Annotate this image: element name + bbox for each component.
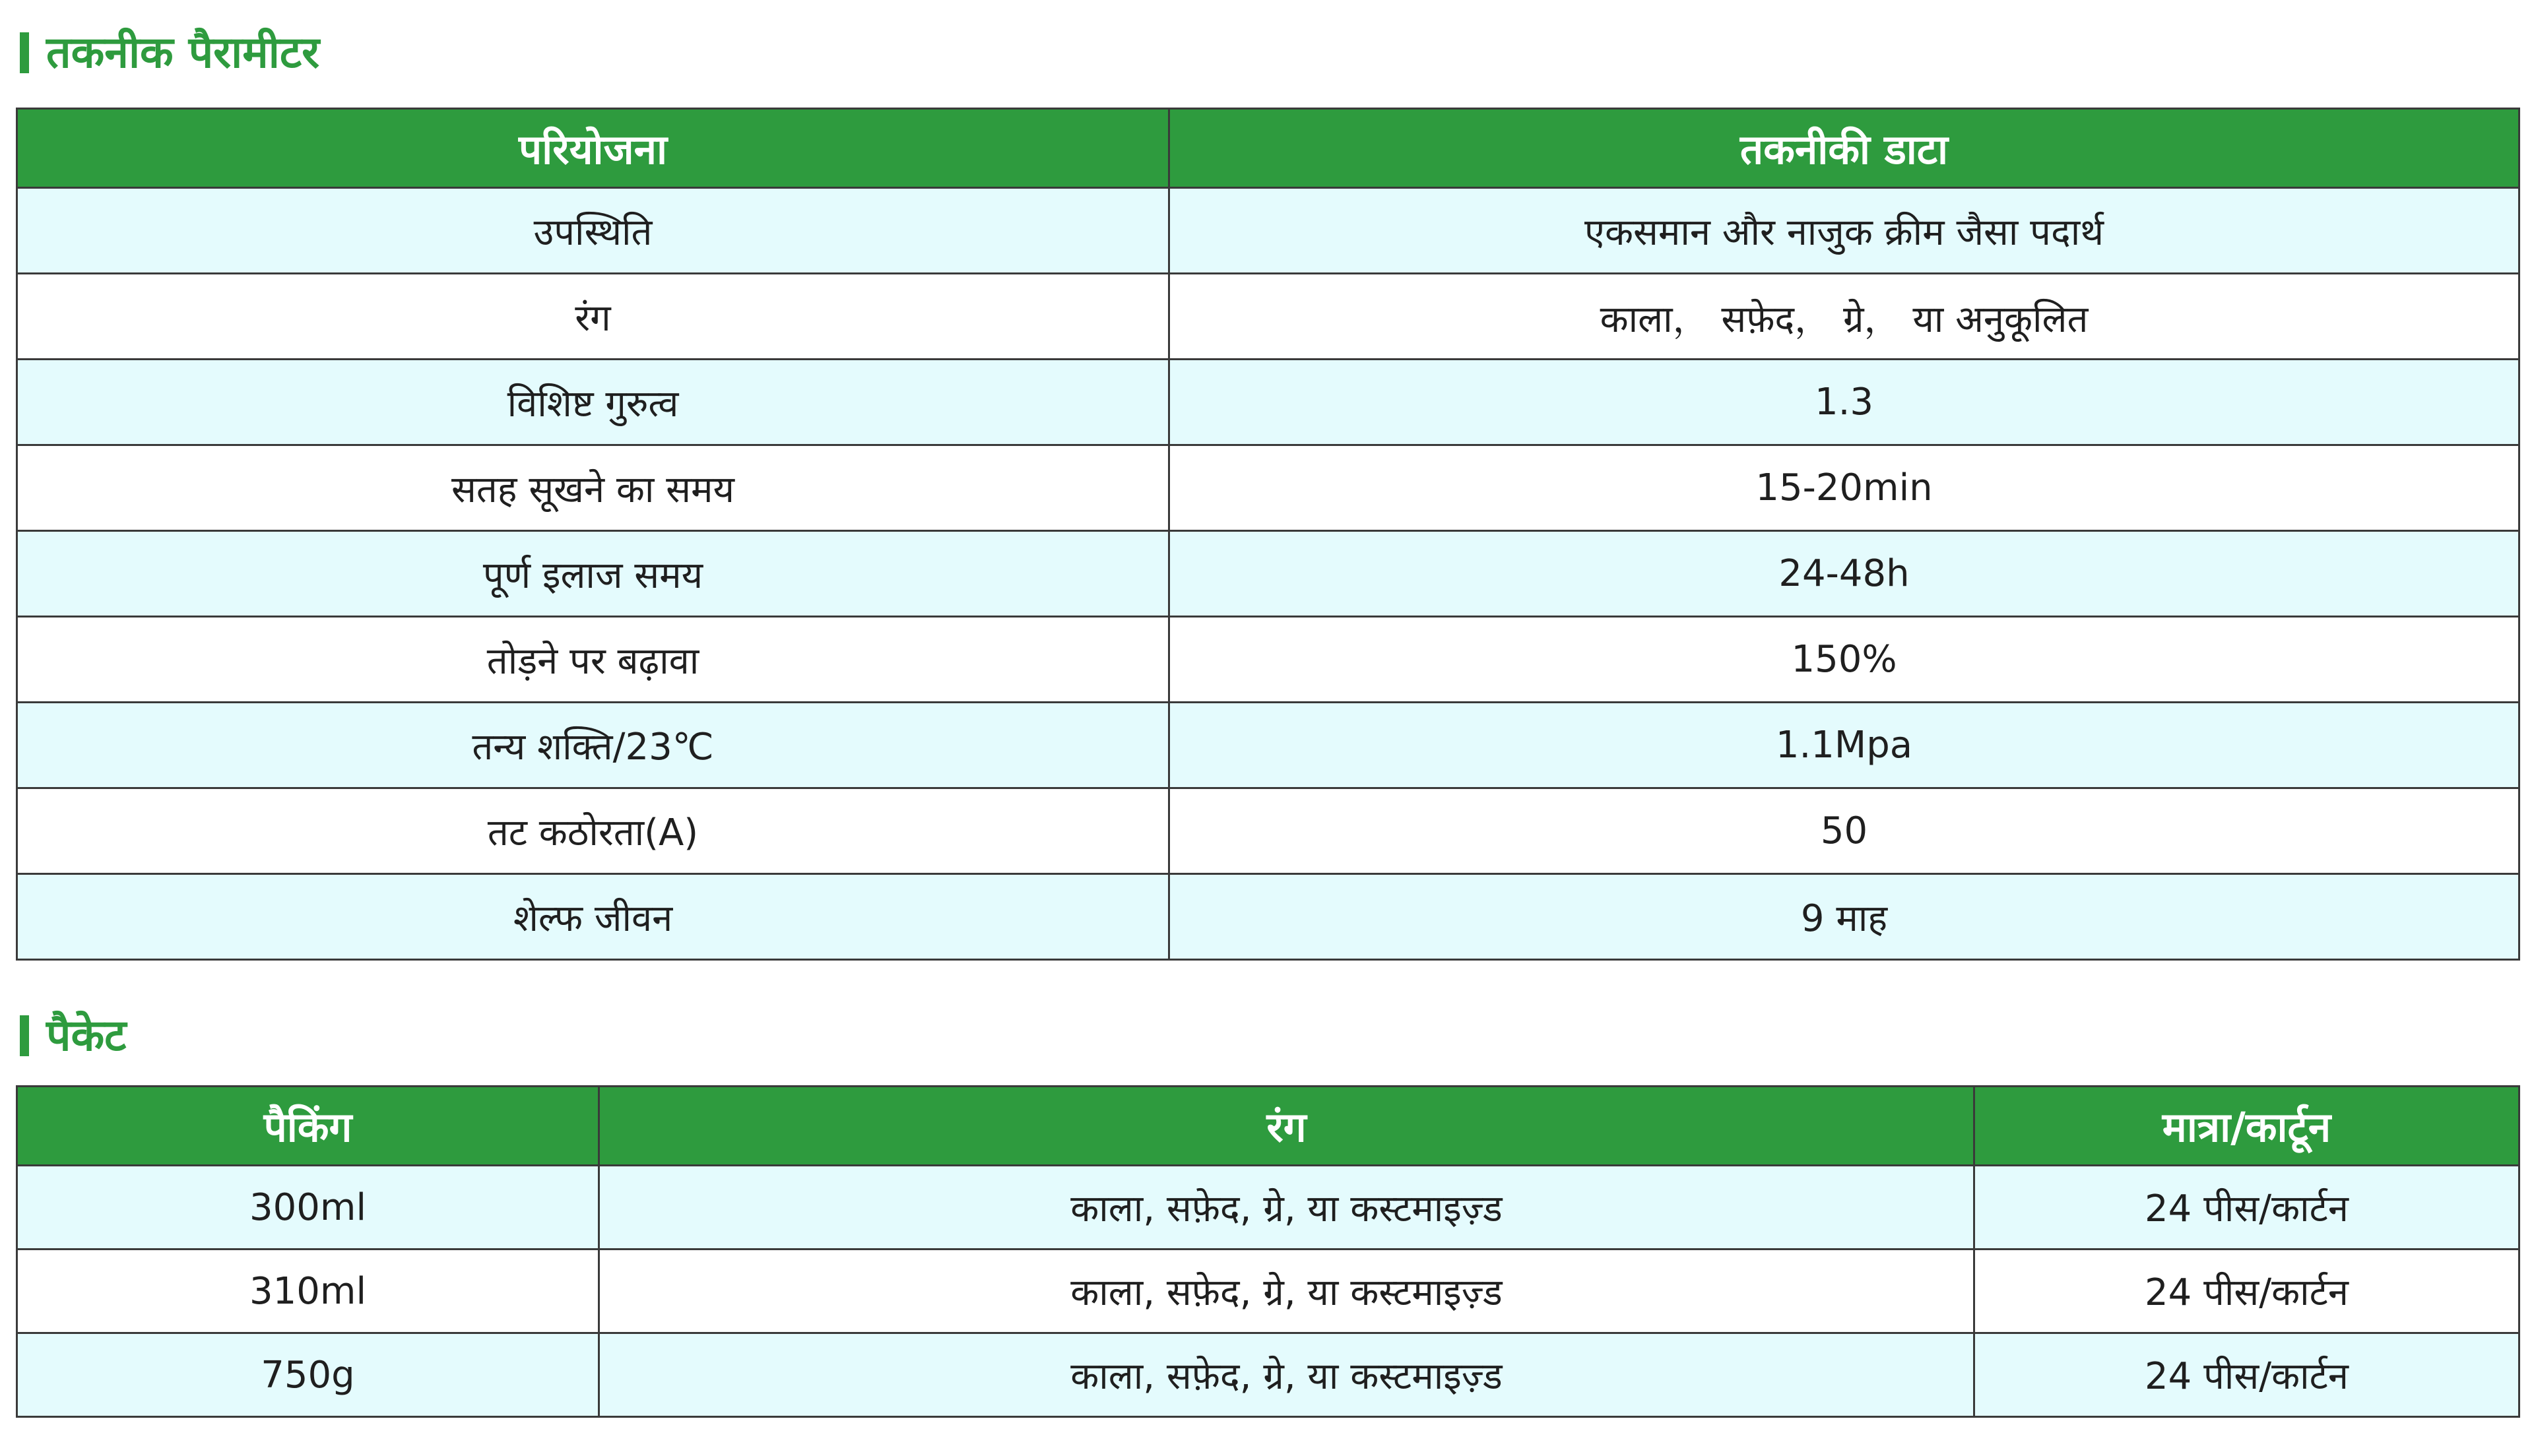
param-value: 150% [1169, 617, 2519, 703]
table-row [17, 703, 2519, 788]
param-value: 24-48h [1169, 531, 2519, 617]
param-value: काला， सफ़ेद， ग्रे， या अनुकूलित [1169, 274, 2519, 360]
param-value: 50 [1169, 788, 2519, 874]
table-row [17, 274, 2519, 360]
table-row [17, 1166, 2519, 1250]
pack-color: काला, सफ़ेद, ग्रे, या कस्टमाइज़्ड [599, 1166, 1974, 1250]
param-value: 1.1Mpa [1169, 703, 2519, 788]
table-row [17, 360, 2519, 445]
param-name: सतह सूखने का समय [17, 445, 1169, 531]
param-name: उपस्थिति [17, 188, 1169, 274]
header-quantity: मात्रा/कार्टून [1974, 1087, 2519, 1166]
table-row [17, 617, 2519, 703]
section-title-packing [20, 1003, 126, 1069]
table-row [17, 874, 2519, 960]
table-row [17, 445, 2519, 531]
section-marker [20, 32, 29, 73]
table-row [17, 1333, 2519, 1417]
param-name: पूर्ण इलाज समय [17, 531, 1169, 617]
table-row [17, 188, 2519, 274]
param-value: एकसमान और नाजुक क्रीम जैसा पदार्थ [1169, 188, 2519, 274]
section-title-parameters [20, 20, 319, 86]
table-row [17, 788, 2519, 874]
header-color: रंग [599, 1087, 1974, 1166]
packing-table [16, 1085, 2520, 1418]
table-header-row [17, 109, 2519, 188]
table-row [17, 531, 2519, 617]
header-technical-data: तकनीकी डाटा [1169, 109, 2519, 188]
section-title-text: तकनीक पैरामीटर [46, 27, 320, 78]
param-name: शेल्फ जीवन [17, 874, 1169, 960]
pack-color: काला, सफ़ेद, ग्रे, या कस्टमाइज़्ड [599, 1333, 1974, 1417]
param-name: तोड़ने पर बढ़ावा [17, 617, 1169, 703]
pack-size: 310ml [17, 1250, 599, 1333]
pack-color: काला, सफ़ेद, ग्रे, या कस्टमाइज़्ड [599, 1250, 1974, 1333]
table-header-row [17, 1087, 2519, 1166]
param-name: विशिष्ट गुरुत्व [17, 360, 1169, 445]
section-marker [20, 1015, 29, 1056]
param-value: 15-20min [1169, 445, 2519, 531]
param-name: तट कठोरता(A) [17, 788, 1169, 874]
pack-size: 300ml [17, 1166, 599, 1250]
header-packing: पैकिंग [17, 1087, 599, 1166]
param-name: रंग [17, 274, 1169, 360]
table-row [17, 1250, 2519, 1333]
pack-size: 750g [17, 1333, 599, 1417]
header-project: परियोजना [17, 109, 1169, 188]
pack-quantity: 24 पीस/कार्टन [1974, 1250, 2519, 1333]
parameters-table [16, 108, 2520, 961]
param-value: 1.3 [1169, 360, 2519, 445]
pack-quantity: 24 पीस/कार्टन [1974, 1166, 2519, 1250]
section-title-text: पैकेट [46, 1010, 127, 1061]
param-value: 9 माह [1169, 874, 2519, 960]
param-name: तन्य शक्ति/23℃ [17, 703, 1169, 788]
pack-quantity: 24 पीस/कार्टन [1974, 1333, 2519, 1417]
